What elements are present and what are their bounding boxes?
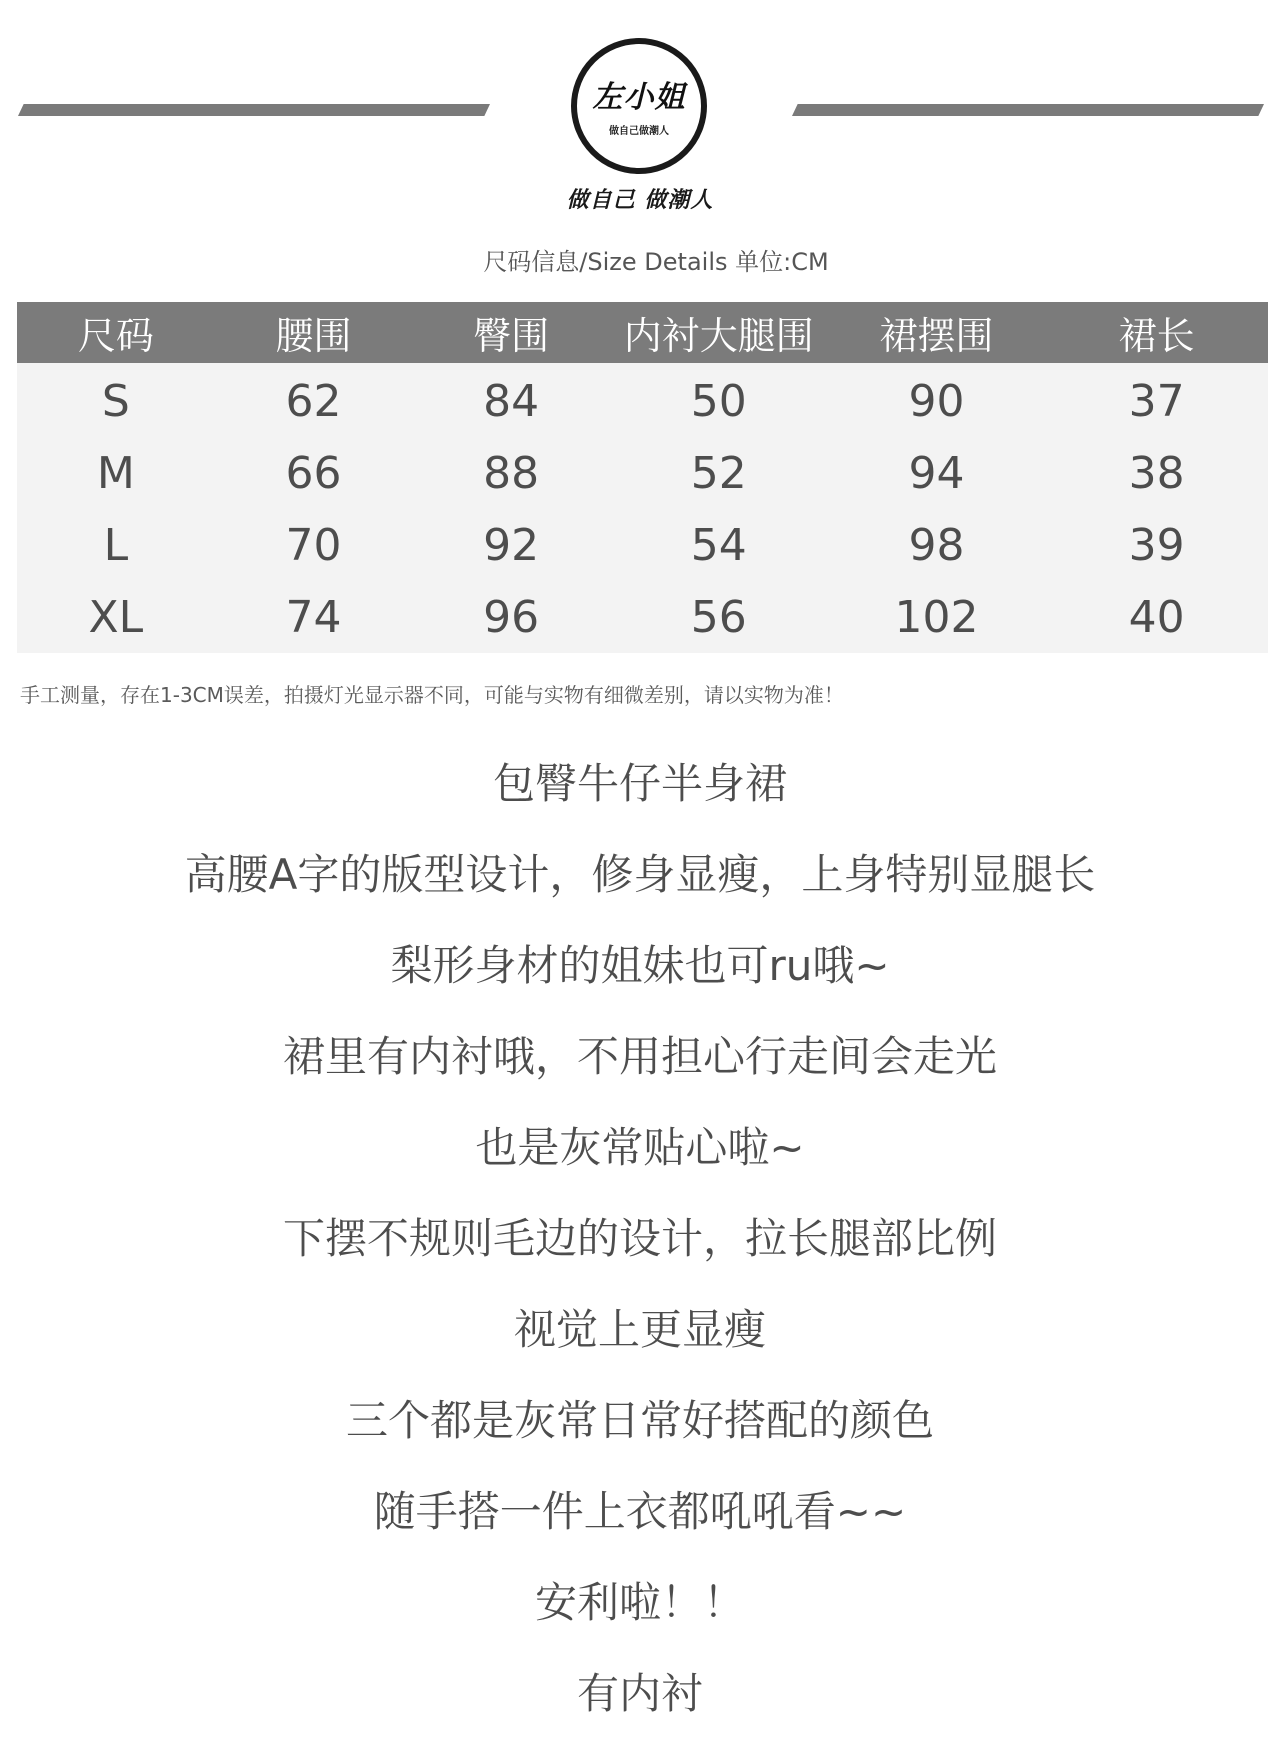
table-cell: 98 (828, 509, 1046, 581)
right-divider-line (792, 104, 1264, 116)
table-cell: M (17, 437, 215, 509)
table-row (17, 363, 1268, 437)
description-line: 随手搭一件上衣都吼吼看~~ (373, 1487, 907, 1536)
description-line: 有内衬 (576, 1669, 703, 1718)
description-line: 安利啦！！ (534, 1578, 745, 1627)
table-row (17, 509, 1268, 581)
description-line: 裙里有内衬哦，不用担心行走间会走光 (282, 1032, 997, 1081)
page-header (0, 0, 1280, 276)
description-line: 高腰A字的版型设计，修身显瘦，上身特别显腿长 (184, 850, 1096, 899)
description-line: 下摆不规则毛边的设计，拉长腿部比例 (282, 1214, 997, 1263)
table-cell: 96 (412, 581, 610, 653)
description-line: 也是灰常贴心啦~ (475, 1123, 805, 1172)
table-cell: 84 (412, 363, 610, 437)
table-cell: 102 (828, 581, 1046, 653)
table-cell: 54 (610, 509, 828, 581)
table-cell: 88 (412, 437, 610, 509)
description-line: 视觉上更显瘦 (513, 1305, 766, 1354)
table-cell: 92 (412, 509, 610, 581)
table-row (17, 581, 1268, 653)
table-cell: 39 (1045, 509, 1268, 581)
table-cell: 50 (610, 363, 828, 437)
column-header: 腰围 (215, 302, 413, 363)
column-header: 裙摆围 (828, 302, 1046, 363)
size-details-caption: 尺码信息/Size Details 单位:CM (483, 248, 829, 276)
table-cell: 74 (215, 581, 413, 653)
column-header: 尺码 (17, 302, 215, 363)
column-header: 臀围 (412, 302, 610, 363)
table-cell: 40 (1045, 581, 1268, 653)
table-cell: S (17, 363, 215, 437)
table-row (17, 437, 1268, 509)
logo-subtext: 做自己做潮人 (609, 126, 669, 137)
table-cell: 38 (1045, 437, 1268, 509)
table-cell: L (17, 509, 215, 581)
logo-name: 左小姐 (592, 80, 686, 115)
measurement-note: 手工测量，存在1-3CM误差，拍摄灯光显示器不同，可能与实物有细微差别，请以实物为准！ (20, 683, 844, 707)
description-line: 三个都是灰常日常好搭配的颜色 (345, 1396, 934, 1445)
column-header: 内衬大腿围 (610, 302, 828, 363)
column-header: 裙长 (1045, 302, 1268, 363)
table-cell: 90 (828, 363, 1046, 437)
table-header-row (17, 302, 1268, 363)
table-cell: 56 (610, 581, 828, 653)
description-line: 梨形身材的姐妹也可ru哦~ (390, 941, 890, 990)
left-divider-line (18, 104, 490, 116)
description-line: 包臀牛仔半身裙 (492, 759, 787, 808)
table-cell: 62 (215, 363, 413, 437)
table-cell: 70 (215, 509, 413, 581)
product-description (0, 752, 1280, 1753)
brand-logo (571, 38, 707, 174)
brand-slogan: 做自己 做潮人 (566, 188, 714, 213)
table-cell: 52 (610, 437, 828, 509)
size-chart-table (17, 302, 1268, 653)
table-cell: 37 (1045, 363, 1268, 437)
table-cell: 66 (215, 437, 413, 509)
table-cell: XL (17, 581, 215, 653)
table-cell: 94 (828, 437, 1046, 509)
